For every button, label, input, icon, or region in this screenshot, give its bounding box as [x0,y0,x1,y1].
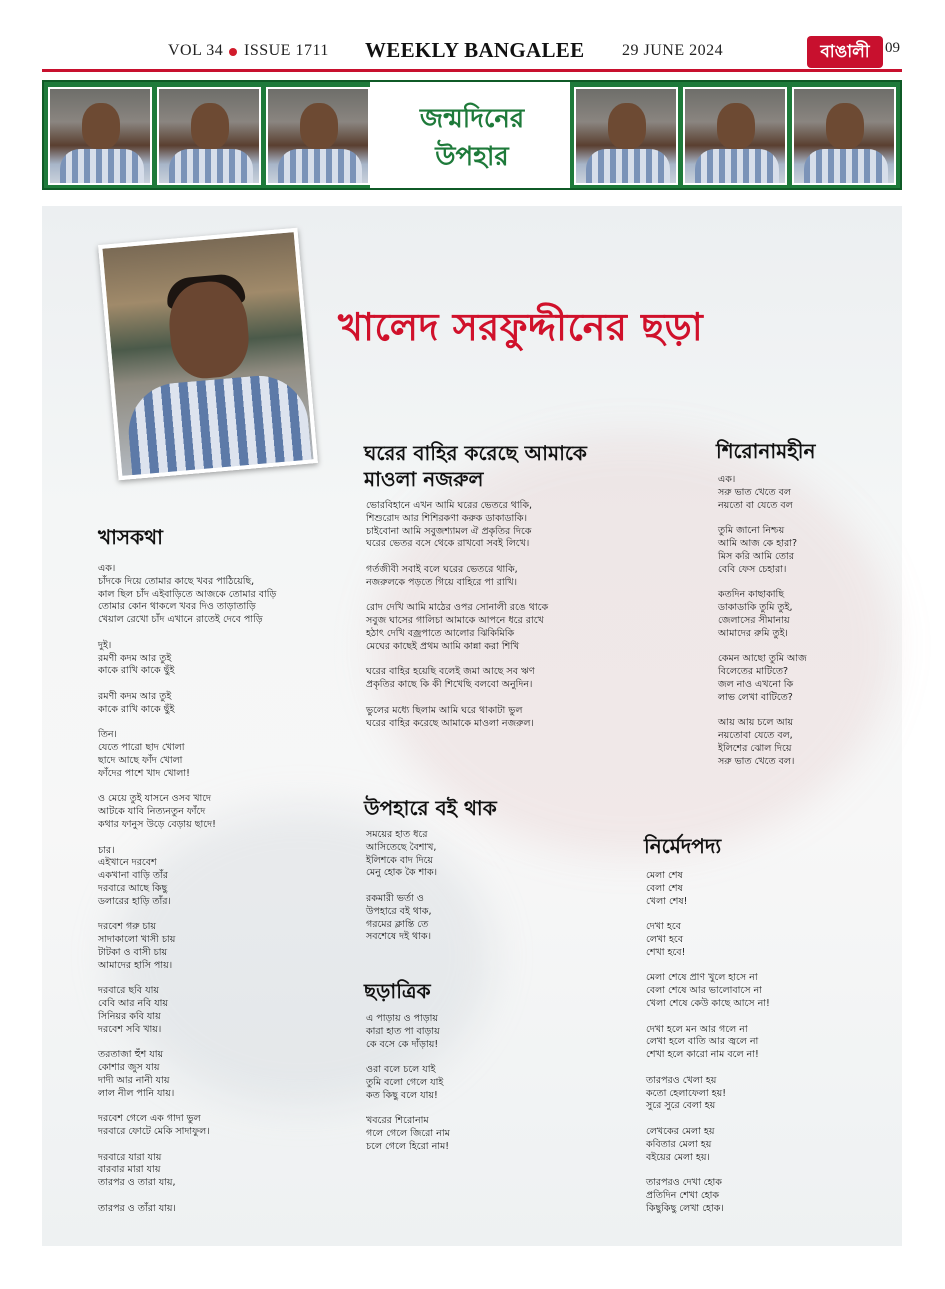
poem-title-upohare-boi: উপহারে বই থাক [364,796,497,820]
issue-date: 29 JUNE 2024 [622,42,724,59]
volume-label: VOL 34 [168,42,224,59]
portrait-thumbnail [792,87,896,185]
portrait-thumbnail [683,87,787,185]
page-number: 09 [885,40,900,56]
masthead [42,36,902,70]
banner-title-line2: উপহার [435,142,509,172]
poem-body-khaskotha: এক। চাঁদকে দিয়ে তোমার কাছে খবর পাঠিয়েছি, কাল ছিল চাঁদ এইবাড়িতে আজকে তোমার বাড়ি তোমার কোন থাকলে খবর দিও তাড়াতাড়ি খেয়াল রেখো চাঁদ এখানে রাতেই দেবে পাড়ি দুই। রমণী কদম আর তুই কাকে রাখি কাকে ছুঁই রমণী কদম আর তুই কাকে রাখি কাকে ছুঁই তিন। যেতে পারো ছাদ খোলা ছাদে আছে ফাঁদ খোলা ফাঁদের পাশে খাদ খোলা! ও মেয়ে তুই যাসনে ওসব খাদে আটকে যাবি নিত্যনতুন ফাঁদে কথার ফানুস উড়ে বেড়ায় ছাদে! চার। এইখানে দরবেশ একখানা বাড়ি তাঁর দরবারে আছে কিছু ডলারের হাড়ি তাঁর। দরবেশ গরু চায় সাদাকালো খাসী চায় টাটকা ও বাসী চায় আমাদের হাসি পায়। দরবারে ছবি যায় বেবি আর নবি যায় সিনিয়র কবি যায় দরবেশ সবি খায়। তরতাজা হুঁশ যায় কোশার জুস যায় দাদী আর নানী যায় লাল নীল পানি যায়। দরবেশ গেলে এক গাদা ভুল দরবারে ফোটে মেকি সাদাফুল। দরবারে যারা যায় বারবার মারা যায় তারপর ও তারা যায়, তারপর ও তাঁরা যায়। [98,563,277,1214]
portrait-thumbnail [48,87,152,185]
author-photo [98,228,318,481]
portrait-thumbnail [574,87,678,185]
publication-title: WEEKLY BANGALEE [365,38,585,62]
birthday-banner [42,80,902,190]
poem-title-chorantrik: ছড়াত্রিক [364,979,431,1003]
poem-body-upohare-boi: সময়ের হাত ধরে আসিতেছে বৈশাখ, ইলিশকে বাদ দিয়ে মেনু হোক কৈ শাক। রকমারী ভর্তা ও উপহারে বই থাক, গরমের ক্লান্তি তে সবশেষে দই থাক। [366,829,438,943]
publication-logo: বাঙালী [807,36,883,68]
portrait-thumbnail [266,87,370,185]
poem-body-ghorer-bahir: ভোরবিহানে এখন আমি ঘরের ভেতরে থাকি, শিশুরোদ আর শিশিরকণা করুক ডাকাডাকি। চাইবোনা আমি সবুজশ্যামল ঐ প্রকৃতির দিকে ঘরের ভেতর বসে থেকে রাখবো সবই লিখে। গর্তজীবী সবাই বলে ঘরের ভেতরে থাকি, নজরুলকে পড়তে গিয়ে বাহিরে পা রাখি। রোদ দেখি আমি মাঠের ওপর সোনালী রঙে থাকে সবুজ ঘাসের গালিচা আমাকে আপনে ধরে রাখে হঠাৎ দেখি বজ্রপাতে আলোর ঝিকিমিকি মেঘের কাছেই প্রথম আমি কান্না করা শিখি ঘরের বাহির হয়েছি বলেই জমা আছে সব ঋণ প্রকৃতির কাছে কি কী শিখেছি বলবো অনুদিন। ভুলের মধ্যে ছিলাম আমি ঘরে থাকাটা ভুল ঘরের বাহির করেছে আমাকে মাওলা নজরুল। [366,500,549,729]
banner-title-box [370,82,570,188]
portrait-thumbnail [157,87,261,185]
issue-label: ISSUE 1711 [244,42,329,59]
poem-title-shironamhin: শিরোনামহীন [716,439,816,463]
banner-title-line1: জন্মদিনের [419,104,525,134]
poem-title-line: মাওলা নজরুল [364,467,484,491]
article-title: খালেদ সরফুদ্দীনের ছড়া [338,305,704,349]
poem-body-chorantrik: এ পাড়ায় ও পাড়ায় কারা হাত পা বাড়ায় কে বসে কে দাঁড়ায়! ওরা বলে চলে যাই তুমি বলো গেলে যাই কত কিছু বলে যায়! খবরের শিরোনাম গলে গেলে জিরো নাম চলে গেলে হিরো নাম! [366,1013,450,1152]
poem-title-nirmedpoddo: নির্মেদপদ্য [644,834,722,858]
separator-dot-icon [229,48,237,56]
poem-body-shironamhin: এক। সরু ভাত খেতে বল নয়তো বা যেতে বল তুমি জানো নিশ্চয় আমি আজ কে হারা? মিস করি আমি তোর বেবি ফেস চেহারা। কতদিন কাছাকাছি ডাকাডাকি তুমি তুই, জেলাসের সীমানায় আমাদের রুমি তুই। কেমন আছো তুমি আজ বিলেতের মাটিতে? জল নাও এখনো কি লাভ লেখা বাটিতে? আয় আয় চলে আয় নয়তোবা যেতে বল, ইলিশের ঝোল দিয়ে সরু ভাত খেতে বল। [718,474,807,767]
poem-title-line: ঘরের বাহির করেছে আমাকে [364,441,587,465]
poem-title-khaskotha: খাসকথা [98,525,163,549]
poem-title-ghorer-bahir [364,440,587,492]
poem-body-nirmedpoddo: মেলা শেষ বেলা শেষ খেলা শেষ! দেখা হবে লেখা হবে শেখা হবে! মেলা শেষে প্রাণ খুলে হাসে না বেলা শেষে আর ভালোবাসে না খেলা শেষে কেউ কাছে আসে না! দেখা হলে মন আর গলে না লেখা হলে বাতি আর জ্বলে না শেখা হলে কারো নাম বলে না! তারপরও খেলা হয় কতো হেলাফেলা হয়! সুরে সুরে বেলা হয় লেখকের মেলা হয় কবিতার মেলা হয় বইয়ের মেলা হয়। তারপরও দেখা হোক প্রতিদিন শেখা হোক কিছুকিছু লেখা হোক। [646,870,770,1214]
header-rule [42,69,902,72]
